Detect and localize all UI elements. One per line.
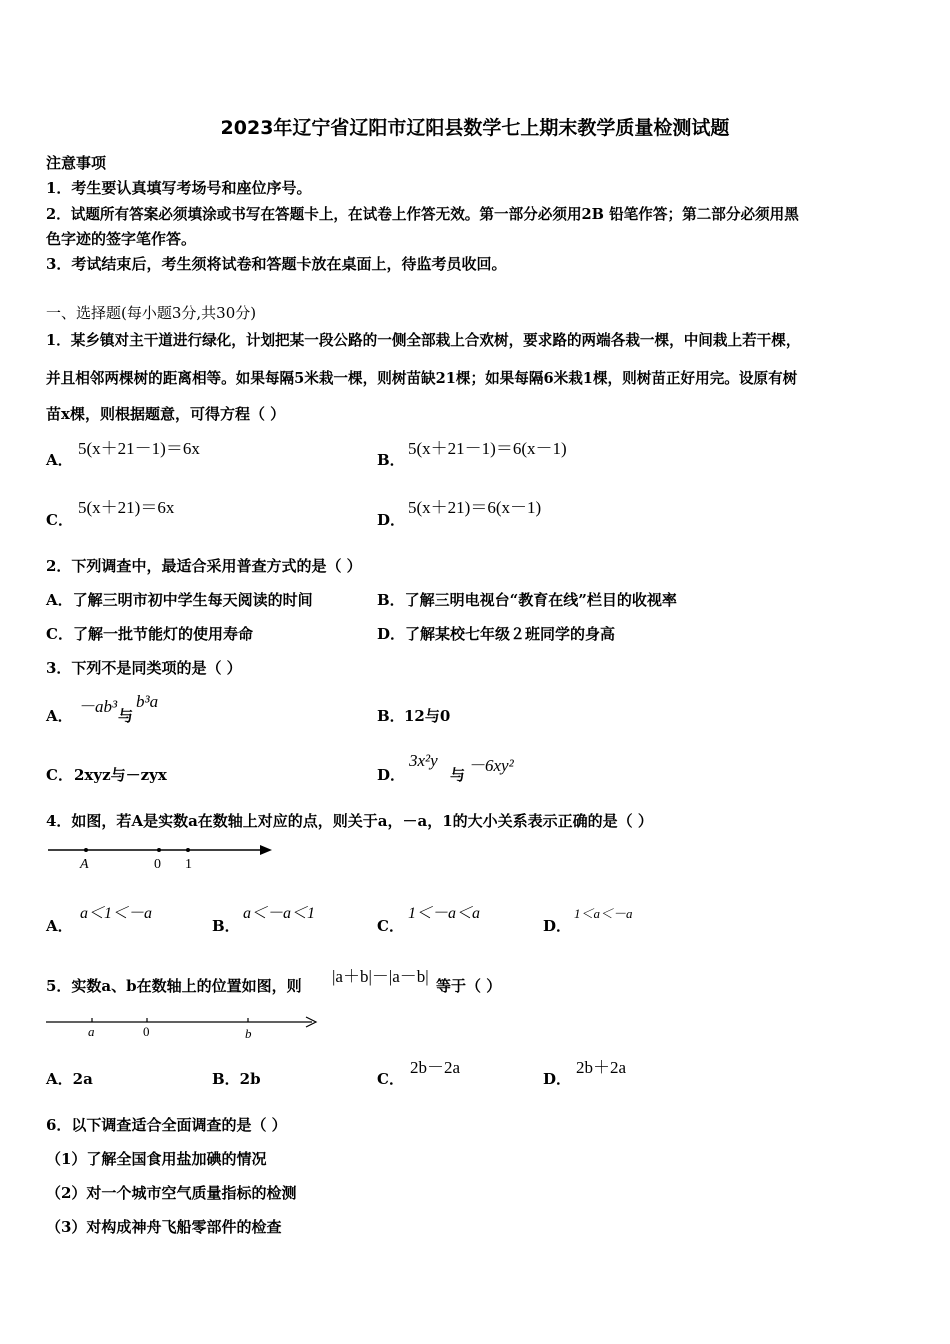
q1-stem-line-2: 并且相邻两棵树的距离相等。如果每隔5米栽一棵，则树苗缺21棵；如果每隔6米栽1棵，则树苗正好用完。设原有树 — [46, 370, 798, 387]
axis-label-a: a — [88, 1024, 95, 1039]
q3-option-d-joiner: 与 — [450, 766, 466, 784]
q2-stem: 2．下列调查中，最适合采用普查方式的是（ ） — [46, 557, 362, 575]
point-zero-dot — [157, 848, 161, 852]
notice-item-2-cont: 色字迹的签字笔作答。 — [46, 230, 197, 248]
q4-option-d-expr: 1＜a＜－a — [574, 906, 633, 921]
q5-option-d-label: D． — [543, 1070, 572, 1088]
q2-option-a: A．了解三明市初中学生每天阅读的时间 — [46, 591, 313, 609]
q5-stem-post: 等于（ ） — [436, 977, 502, 995]
q6-item-2: （2）对一个城市空气质量指标的检测 — [46, 1184, 297, 1202]
q5-number-line — [40, 1012, 325, 1042]
q5-option-a: A．2a — [46, 1070, 93, 1088]
number-line-arrow — [260, 845, 272, 855]
q1-option-d-label: D． — [377, 511, 406, 529]
q1-option-b-expr: 5(x＋21－1)＝6(x－1) — [408, 439, 567, 458]
q2-option-c: C．了解一批节能灯的使用寿命 — [46, 625, 253, 643]
q3-option-d-expr2: －6xy² — [468, 756, 514, 775]
q4-option-a-label: A． — [46, 917, 73, 935]
axis-label-zero: 0 — [143, 1024, 150, 1039]
point-one-dot — [186, 848, 190, 852]
q5-option-d-expr: 2b＋2a — [576, 1058, 627, 1077]
q3-stem: 3．下列不是同类项的是（ ） — [46, 659, 242, 677]
q3-option-d-expr1: 3x²y — [409, 751, 438, 770]
point-a-dot — [84, 848, 88, 852]
q4-option-b-label: B． — [212, 917, 240, 935]
q4-option-d-label: D． — [543, 917, 572, 935]
q1-stem-line-3: 苗x棵，则根据题意，可得方程（ ） — [46, 405, 286, 423]
q3-option-d-label: D． — [377, 766, 406, 784]
axis-label-zero: 0 — [154, 857, 161, 872]
q1-option-a-expr: 5(x＋21－1)＝6x — [78, 439, 200, 458]
q1-option-b-label: B． — [377, 451, 405, 469]
q1-option-c-label: C． — [46, 511, 73, 529]
q1-stem-line-1: 1．某乡镇对主干道进行绿化，计划把某一段公路的一侧全部栽上合欢树，要求路的两端各栽一棵，中间栽上若干棵， — [46, 332, 801, 349]
q2-option-d: D．了解某校七年级２班同学的身高 — [377, 625, 616, 643]
q4-option-c-label: C． — [377, 917, 404, 935]
q2-option-b: B．了解三明电视台“教育在线”栏目的收视率 — [377, 591, 677, 609]
q3-option-a-expr1: －ab³ — [78, 697, 118, 716]
q4-option-a-expr: a＜1＜－a — [80, 905, 153, 922]
notice-heading: 注意事项 — [46, 154, 107, 172]
q3-option-a-joiner: 与 — [118, 707, 134, 725]
q1-option-c-expr: 5(x＋21)＝6x — [78, 498, 175, 517]
q5-option-c-expr: 2b－2a — [410, 1058, 461, 1077]
q3-option-b-label: B． — [377, 707, 405, 725]
q1-option-a-label: A． — [46, 451, 73, 469]
q4-number-line — [40, 838, 280, 874]
section-heading: 一、选择题(每小题3分,共30分) — [46, 304, 257, 322]
axis-label-b: b — [245, 1026, 252, 1041]
q3-option-b-text: 12与0 — [404, 707, 451, 725]
q1-option-d-expr: 5(x＋21)＝6(x－1) — [408, 498, 542, 517]
q5-stem-pre: 5．实数a、b在数轴上的位置如图，则 — [46, 977, 302, 995]
axis-label-one: 1 — [185, 857, 192, 872]
notice-item-3: 3．考试结束后，考生须将试卷和答题卡放在桌面上，待监考员收回。 — [46, 255, 507, 273]
q4-stem: 4．如图，若A是实数a在数轴上对应的点，则关于a，－a，1的大小关系表示正确的是（ ） — [46, 812, 653, 830]
q5-option-b: B．2b — [212, 1070, 261, 1088]
q6-item-3: （3）对构成神舟飞船零部件的检查 — [46, 1218, 282, 1236]
q3-option-c-text: 2xyz与－zyx — [74, 766, 167, 784]
q3-option-a-label: A． — [46, 707, 73, 725]
q6-item-1: （1）了解全国食用盐加碘的情况 — [46, 1150, 267, 1168]
axis-label-a: A — [80, 857, 89, 872]
q3-option-c-label: C． — [46, 766, 73, 784]
q4-option-c-expr: 1＜－a＜a — [408, 905, 481, 922]
notice-item-1: 1．考生要认真填写考场号和座位序号。 — [46, 179, 312, 197]
q5-option-c-label: C． — [377, 1070, 404, 1088]
q6-stem: 6．以下调查适合全面调查的是（ ） — [46, 1116, 287, 1134]
q5-stem-expr: |a＋b|－|a－b| — [332, 967, 429, 986]
q4-option-b-expr: a＜－a＜1 — [243, 905, 316, 922]
page-title: 2023年辽宁省辽阳市辽阳县数学七上期末教学质量检测试题 — [220, 117, 730, 139]
notice-item-2: 2．试题所有答案必须填涂或书写在答题卡上，在试卷上作答无效。第一部分必须用2B 铅笔作答；第二部分必须用黑 — [46, 206, 799, 223]
q3-option-a-expr2: b³a — [136, 692, 159, 711]
